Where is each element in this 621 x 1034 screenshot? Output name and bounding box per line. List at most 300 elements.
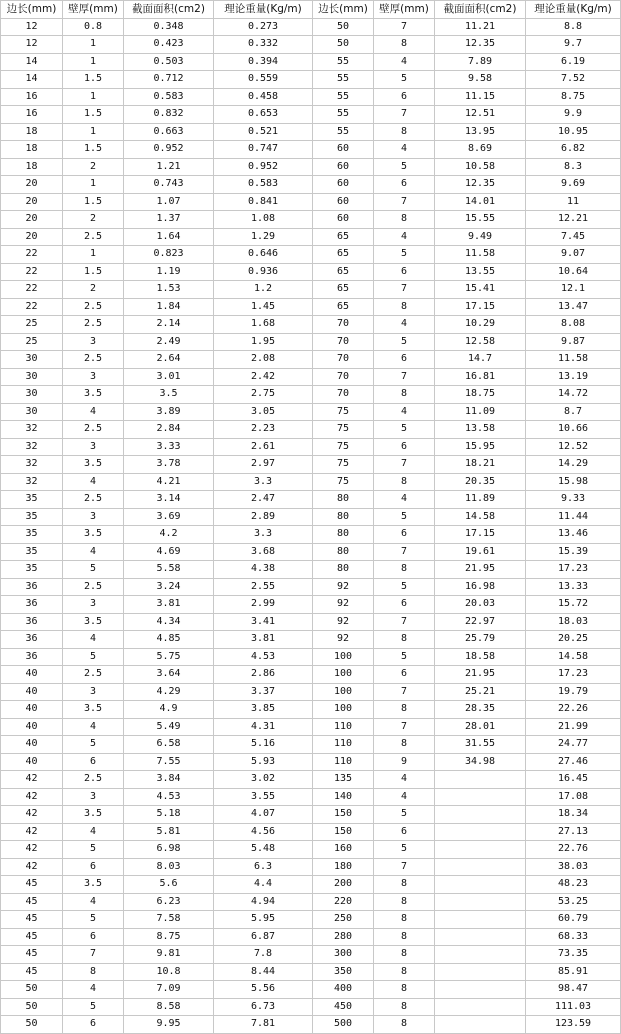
cell-theoretical-weight: 1.29 (214, 228, 313, 246)
cell-section-area: 0.832 (124, 106, 214, 124)
cell-side-length: 18 (1, 158, 63, 176)
cell-side-length: 50 (1, 981, 63, 999)
cell-wall-thickness: 8 (374, 893, 435, 911)
cell-theoretical-weight: 98.47 (526, 981, 621, 999)
cell-theoretical-weight: 10.64 (526, 263, 621, 281)
table-row (1, 403, 621, 421)
cell-wall-thickness: 8 (374, 963, 435, 981)
cell-theoretical-weight: 8.75 (526, 88, 621, 106)
cell-section-area: 0.823 (124, 246, 214, 264)
table-row (1, 946, 621, 964)
cell-wall-thickness: 5 (374, 333, 435, 351)
cell-section-area: 5.81 (124, 823, 214, 841)
cell-theoretical-weight: 1.2 (214, 281, 313, 299)
cell-theoretical-weight: 0.646 (214, 246, 313, 264)
cell-section-area: 2.14 (124, 316, 214, 334)
table-row (1, 123, 621, 141)
header-side-length: 边长(mm) (313, 1, 374, 19)
cell-section-area: 17.15 (435, 526, 526, 544)
cell-wall-thickness: 8 (374, 298, 435, 316)
cell-side-length: 20 (1, 228, 63, 246)
cell-side-length: 36 (1, 578, 63, 596)
cell-wall-thickness: 3.5 (63, 613, 124, 631)
cell-wall-thickness: 2.5 (63, 351, 124, 369)
cell-section-area (435, 946, 526, 964)
table-row (1, 368, 621, 386)
cell-section-area: 18.21 (435, 456, 526, 474)
table-row (1, 508, 621, 526)
cell-side-length: 22 (1, 298, 63, 316)
cell-section-area: 3.14 (124, 491, 214, 509)
cell-section-area: 6.23 (124, 893, 214, 911)
cell-wall-thickness: 5 (63, 911, 124, 929)
cell-theoretical-weight: 3.3 (214, 526, 313, 544)
cell-theoretical-weight: 7.52 (526, 71, 621, 89)
cell-wall-thickness: 3 (63, 596, 124, 614)
cell-side-length: 45 (1, 893, 63, 911)
cell-wall-thickness: 4 (63, 893, 124, 911)
cell-section-area: 16.98 (435, 578, 526, 596)
cell-side-length: 500 (313, 1016, 374, 1034)
cell-section-area: 5.6 (124, 876, 214, 894)
table-row (1, 893, 621, 911)
table-row (1, 648, 621, 666)
cell-theoretical-weight: 2.61 (214, 438, 313, 456)
cell-theoretical-weight: 8.7 (526, 403, 621, 421)
table-row (1, 631, 621, 649)
cell-side-length: 14 (1, 53, 63, 71)
cell-theoretical-weight: 0.332 (214, 36, 313, 54)
cell-theoretical-weight: 13.46 (526, 526, 621, 544)
cell-section-area: 13.55 (435, 263, 526, 281)
cell-side-length: 350 (313, 963, 374, 981)
cell-section-area: 21.95 (435, 561, 526, 579)
header-wall-thickness: 壁厚(mm) (374, 1, 435, 19)
cell-wall-thickness: 9 (374, 753, 435, 771)
cell-section-area: 12.35 (435, 36, 526, 54)
cell-theoretical-weight: 5.95 (214, 911, 313, 929)
cell-side-length: 16 (1, 106, 63, 124)
table-row (1, 491, 621, 509)
cell-section-area: 0.348 (124, 18, 214, 36)
cell-side-length: 300 (313, 946, 374, 964)
cell-theoretical-weight: 3.81 (214, 631, 313, 649)
table-row (1, 858, 621, 876)
cell-wall-thickness: 3 (63, 788, 124, 806)
cell-theoretical-weight: 2.23 (214, 421, 313, 439)
cell-wall-thickness: 8 (374, 876, 435, 894)
table-row (1, 683, 621, 701)
cell-theoretical-weight: 13.19 (526, 368, 621, 386)
cell-wall-thickness: 5 (374, 806, 435, 824)
table-row (1, 158, 621, 176)
table-row (1, 211, 621, 229)
cell-wall-thickness: 8 (374, 736, 435, 754)
cell-theoretical-weight: 53.25 (526, 893, 621, 911)
cell-theoretical-weight: 27.13 (526, 823, 621, 841)
cell-section-area: 8.69 (435, 141, 526, 159)
cell-wall-thickness: 4 (63, 718, 124, 736)
cell-wall-thickness: 5 (374, 648, 435, 666)
cell-side-length: 92 (313, 596, 374, 614)
cell-side-length: 18 (1, 123, 63, 141)
cell-side-length: 75 (313, 403, 374, 421)
cell-section-area: 9.95 (124, 1016, 214, 1034)
cell-wall-thickness: 1.5 (63, 141, 124, 159)
cell-theoretical-weight: 7.8 (214, 946, 313, 964)
cell-theoretical-weight: 15.72 (526, 596, 621, 614)
cell-side-length: 55 (313, 88, 374, 106)
cell-side-length: 22 (1, 246, 63, 264)
cell-section-area: 1.07 (124, 193, 214, 211)
cell-wall-thickness: 4 (63, 631, 124, 649)
cell-section-area: 3.69 (124, 508, 214, 526)
cell-theoretical-weight: 1.08 (214, 211, 313, 229)
table-row (1, 18, 621, 36)
cell-side-length: 250 (313, 911, 374, 929)
cell-wall-thickness: 7 (374, 613, 435, 631)
table-row (1, 753, 621, 771)
cell-wall-thickness: 2 (63, 158, 124, 176)
cell-section-area: 0.712 (124, 71, 214, 89)
cell-wall-thickness: 8 (374, 211, 435, 229)
cell-theoretical-weight: 1.68 (214, 316, 313, 334)
cell-section-area: 9.58 (435, 71, 526, 89)
header-row (1, 1, 621, 19)
cell-wall-thickness: 5 (63, 648, 124, 666)
cell-side-length: 40 (1, 666, 63, 684)
cell-side-length: 20 (1, 211, 63, 229)
cell-theoretical-weight: 2.75 (214, 386, 313, 404)
cell-section-area: 11.09 (435, 403, 526, 421)
cell-side-length: 50 (313, 18, 374, 36)
cell-wall-thickness: 4 (374, 491, 435, 509)
cell-theoretical-weight: 4.38 (214, 561, 313, 579)
cell-wall-thickness: 6 (374, 88, 435, 106)
cell-section-area (435, 823, 526, 841)
cell-section-area (435, 981, 526, 999)
cell-side-length: 45 (1, 946, 63, 964)
cell-wall-thickness: 3 (63, 368, 124, 386)
cell-wall-thickness: 2.5 (63, 771, 124, 789)
cell-side-length: 36 (1, 596, 63, 614)
cell-wall-thickness: 8 (374, 946, 435, 964)
cell-section-area: 15.95 (435, 438, 526, 456)
cell-wall-thickness: 8 (374, 473, 435, 491)
cell-wall-thickness: 5 (374, 158, 435, 176)
cell-side-length: 36 (1, 648, 63, 666)
cell-wall-thickness: 1.5 (63, 263, 124, 281)
cell-section-area: 3.33 (124, 438, 214, 456)
cell-side-length: 55 (313, 106, 374, 124)
cell-theoretical-weight: 0.936 (214, 263, 313, 281)
cell-theoretical-weight: 8.44 (214, 963, 313, 981)
cell-side-length: 60 (313, 176, 374, 194)
cell-wall-thickness: 3.5 (63, 806, 124, 824)
cell-side-length: 60 (313, 141, 374, 159)
table-row (1, 141, 621, 159)
cell-theoretical-weight: 0.559 (214, 71, 313, 89)
cell-wall-thickness: 1.5 (63, 193, 124, 211)
cell-wall-thickness: 5 (374, 71, 435, 89)
cell-side-length: 32 (1, 438, 63, 456)
cell-theoretical-weight: 21.99 (526, 718, 621, 736)
cell-wall-thickness: 8 (374, 928, 435, 946)
cell-wall-thickness: 8 (374, 561, 435, 579)
cell-side-length: 100 (313, 666, 374, 684)
cell-wall-thickness: 3 (63, 333, 124, 351)
header-wall-thickness: 壁厚(mm) (63, 1, 124, 19)
cell-side-length: 20 (1, 193, 63, 211)
cell-section-area: 7.58 (124, 911, 214, 929)
cell-section-area (435, 1016, 526, 1034)
cell-theoretical-weight: 1.45 (214, 298, 313, 316)
cell-wall-thickness: 8 (374, 701, 435, 719)
cell-theoretical-weight: 5.56 (214, 981, 313, 999)
cell-theoretical-weight: 9.7 (526, 36, 621, 54)
table-row (1, 613, 621, 631)
cell-section-area (435, 911, 526, 929)
cell-wall-thickness: 8 (374, 981, 435, 999)
cell-side-length: 75 (313, 438, 374, 456)
table-row (1, 1016, 621, 1034)
cell-side-length: 55 (313, 71, 374, 89)
cell-side-length: 42 (1, 841, 63, 859)
cell-section-area: 9.81 (124, 946, 214, 964)
cell-wall-thickness: 4 (374, 141, 435, 159)
cell-side-length: 35 (1, 508, 63, 526)
cell-side-length: 36 (1, 613, 63, 631)
cell-wall-thickness: 7 (374, 543, 435, 561)
table-row (1, 53, 621, 71)
cell-theoretical-weight: 4.31 (214, 718, 313, 736)
cell-section-area: 13.58 (435, 421, 526, 439)
cell-theoretical-weight: 22.26 (526, 701, 621, 719)
table-row (1, 36, 621, 54)
cell-section-area: 8.03 (124, 858, 214, 876)
cell-side-length: 280 (313, 928, 374, 946)
cell-wall-thickness: 6 (374, 263, 435, 281)
cell-theoretical-weight: 73.35 (526, 946, 621, 964)
cell-wall-thickness: 1 (63, 246, 124, 264)
cell-wall-thickness: 7 (374, 718, 435, 736)
cell-theoretical-weight: 3.41 (214, 613, 313, 631)
cell-section-area: 4.29 (124, 683, 214, 701)
cell-side-length: 50 (1, 1016, 63, 1034)
cell-section-area: 16.81 (435, 368, 526, 386)
cell-side-length: 180 (313, 858, 374, 876)
cell-theoretical-weight: 3.02 (214, 771, 313, 789)
cell-side-length: 25 (1, 316, 63, 334)
cell-theoretical-weight: 48.23 (526, 876, 621, 894)
cell-side-length: 220 (313, 893, 374, 911)
cell-wall-thickness: 1 (63, 36, 124, 54)
cell-theoretical-weight: 17.23 (526, 561, 621, 579)
cell-section-area: 10.8 (124, 963, 214, 981)
cell-theoretical-weight: 8.3 (526, 158, 621, 176)
table-row (1, 386, 621, 404)
cell-wall-thickness: 7 (374, 18, 435, 36)
cell-side-length: 65 (313, 246, 374, 264)
cell-section-area (435, 876, 526, 894)
cell-section-area: 4.9 (124, 701, 214, 719)
cell-wall-thickness: 2.5 (63, 666, 124, 684)
cell-theoretical-weight: 2.97 (214, 456, 313, 474)
cell-section-area: 18.75 (435, 386, 526, 404)
table-row (1, 911, 621, 929)
header-theoretical-weight: 理论重量(Kg/m) (214, 1, 313, 19)
cell-section-area: 8.75 (124, 928, 214, 946)
cell-wall-thickness: 7 (374, 281, 435, 299)
cell-theoretical-weight: 14.58 (526, 648, 621, 666)
cell-section-area: 12.35 (435, 176, 526, 194)
cell-section-area: 20.35 (435, 473, 526, 491)
cell-side-length: 22 (1, 263, 63, 281)
cell-wall-thickness: 2 (63, 281, 124, 299)
cell-theoretical-weight: 15.39 (526, 543, 621, 561)
table-row (1, 578, 621, 596)
cell-theoretical-weight: 17.08 (526, 788, 621, 806)
cell-side-length: 70 (313, 351, 374, 369)
cell-section-area: 20.03 (435, 596, 526, 614)
cell-section-area: 1.64 (124, 228, 214, 246)
table-row (1, 543, 621, 561)
cell-theoretical-weight: 6.19 (526, 53, 621, 71)
cell-section-area (435, 928, 526, 946)
cell-wall-thickness: 7 (374, 456, 435, 474)
cell-theoretical-weight: 2.47 (214, 491, 313, 509)
cell-wall-thickness: 4 (63, 543, 124, 561)
cell-wall-thickness: 4 (374, 771, 435, 789)
cell-side-length: 60 (313, 158, 374, 176)
cell-section-area: 19.61 (435, 543, 526, 561)
cell-side-length: 150 (313, 823, 374, 841)
cell-theoretical-weight: 4.53 (214, 648, 313, 666)
cell-theoretical-weight: 6.3 (214, 858, 313, 876)
cell-wall-thickness: 6 (63, 1016, 124, 1034)
cell-side-length: 12 (1, 36, 63, 54)
cell-wall-thickness: 2.5 (63, 421, 124, 439)
cell-section-area: 7.55 (124, 753, 214, 771)
cell-theoretical-weight: 0.747 (214, 141, 313, 159)
cell-side-length: 80 (313, 543, 374, 561)
cell-side-length: 150 (313, 806, 374, 824)
cell-side-length: 40 (1, 736, 63, 754)
cell-wall-thickness: 8 (374, 1016, 435, 1034)
cell-theoretical-weight: 8.8 (526, 18, 621, 36)
cell-section-area: 3.01 (124, 368, 214, 386)
cell-theoretical-weight: 12.21 (526, 211, 621, 229)
table-row (1, 193, 621, 211)
cell-side-length: 16 (1, 88, 63, 106)
cell-section-area: 3.84 (124, 771, 214, 789)
cell-theoretical-weight: 13.33 (526, 578, 621, 596)
cell-wall-thickness: 7 (374, 193, 435, 211)
header-section-area: 截面面积(cm2) (435, 1, 526, 19)
table-row (1, 263, 621, 281)
cell-side-length: 60 (313, 193, 374, 211)
cell-wall-thickness: 8 (374, 911, 435, 929)
cell-section-area: 11.58 (435, 246, 526, 264)
table-row (1, 106, 621, 124)
cell-wall-thickness: 7 (374, 683, 435, 701)
cell-section-area: 11.15 (435, 88, 526, 106)
cell-side-length: 100 (313, 683, 374, 701)
cell-theoretical-weight: 2.42 (214, 368, 313, 386)
cell-side-length: 135 (313, 771, 374, 789)
cell-section-area: 4.2 (124, 526, 214, 544)
cell-wall-thickness: 5 (374, 421, 435, 439)
cell-section-area: 2.64 (124, 351, 214, 369)
cell-wall-thickness: 7 (63, 946, 124, 964)
cell-theoretical-weight: 0.653 (214, 106, 313, 124)
cell-theoretical-weight: 8.08 (526, 316, 621, 334)
cell-theoretical-weight: 10.66 (526, 421, 621, 439)
cell-theoretical-weight: 1.95 (214, 333, 313, 351)
cell-section-area (435, 841, 526, 859)
cell-wall-thickness: 7 (374, 106, 435, 124)
cell-side-length: 55 (313, 123, 374, 141)
cell-wall-thickness: 3.5 (63, 876, 124, 894)
cell-theoretical-weight: 22.76 (526, 841, 621, 859)
cell-section-area (435, 963, 526, 981)
cell-theoretical-weight: 0.394 (214, 53, 313, 71)
cell-theoretical-weight: 0.458 (214, 88, 313, 106)
cell-theoretical-weight: 2.86 (214, 666, 313, 684)
cell-wall-thickness: 3.5 (63, 456, 124, 474)
cell-theoretical-weight: 18.34 (526, 806, 621, 824)
cell-section-area: 5.75 (124, 648, 214, 666)
cell-side-length: 70 (313, 333, 374, 351)
cell-wall-thickness: 4 (63, 403, 124, 421)
table-row (1, 281, 621, 299)
cell-side-length: 42 (1, 858, 63, 876)
cell-section-area: 21.95 (435, 666, 526, 684)
cell-theoretical-weight: 6.87 (214, 928, 313, 946)
table-row (1, 351, 621, 369)
cell-side-length: 50 (1, 998, 63, 1016)
cell-section-area (435, 858, 526, 876)
cell-side-length: 40 (1, 683, 63, 701)
table-row (1, 666, 621, 684)
cell-section-area: 4.21 (124, 473, 214, 491)
cell-side-length: 80 (313, 508, 374, 526)
cell-wall-thickness: 8 (374, 36, 435, 54)
cell-section-area: 1.21 (124, 158, 214, 176)
cell-wall-thickness: 2.5 (63, 491, 124, 509)
cell-theoretical-weight: 18.03 (526, 613, 621, 631)
cell-theoretical-weight: 85.91 (526, 963, 621, 981)
cell-section-area: 5.58 (124, 561, 214, 579)
cell-side-length: 45 (1, 876, 63, 894)
header-theoretical-weight: 理论重量(Kg/m) (526, 1, 621, 19)
cell-section-area: 14.7 (435, 351, 526, 369)
table-row (1, 963, 621, 981)
cell-theoretical-weight: 123.59 (526, 1016, 621, 1034)
cell-section-area (435, 771, 526, 789)
cell-section-area: 7.09 (124, 981, 214, 999)
cell-theoretical-weight: 19.79 (526, 683, 621, 701)
table-row (1, 421, 621, 439)
cell-side-length: 80 (313, 526, 374, 544)
cell-side-length: 42 (1, 771, 63, 789)
cell-theoretical-weight: 5.93 (214, 753, 313, 771)
cell-wall-thickness: 5 (374, 508, 435, 526)
cell-section-area: 0.423 (124, 36, 214, 54)
cell-side-length: 20 (1, 176, 63, 194)
table-row (1, 333, 621, 351)
cell-wall-thickness: 5 (63, 736, 124, 754)
